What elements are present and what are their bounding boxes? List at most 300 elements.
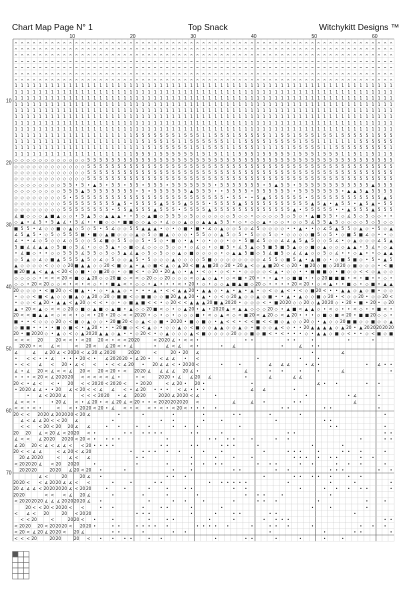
stitch-symbol: • [51,387,53,392]
stitch-symbol: ◇ [275,288,279,293]
stitch-symbol: < [93,362,97,367]
stitch-symbol: 20 [62,523,68,528]
stitch-symbol: 1 [33,120,36,125]
stitch-symbol: ⌢ [214,71,217,76]
stitch-symbol: < [75,325,79,330]
stitch-symbol: ▲ [141,226,145,231]
stitch-symbol: 1 [208,133,211,138]
stitch-symbol: 5 [214,207,217,212]
stitch-symbol: ◇ [359,238,363,243]
stitch-symbol: ▲ [214,325,218,330]
stitch-symbol: 5 [87,189,90,194]
stitch-symbol: ⌢ [214,52,217,57]
stitch-symbol: 1 [390,145,393,150]
stitch-symbol: ⌢ [329,52,332,57]
stitch-symbol: 5 [214,195,217,200]
stitch-symbol: 1 [154,127,157,132]
stitch-symbol: ▲ [63,300,67,305]
stitch-symbol: 1 [378,127,381,132]
stitch-symbol: 1 [275,127,278,132]
stitch-symbol: 5 [99,182,102,187]
stitch-symbol: 5 [257,226,260,231]
stitch-symbol: ■ [93,232,97,237]
stitch-symbol: ⌢ [148,46,151,51]
stitch-symbol: • [287,282,289,287]
stitch-symbol: ∡ [44,499,48,504]
stitch-symbol: < [383,263,387,268]
stitch-symbol: ⌢ [311,58,314,63]
stitch-symbol: ▲ [250,288,254,293]
stitch-symbol: 5 [299,189,302,194]
stitch-symbol: ⌢ [263,46,266,51]
stitch-symbol: • [348,306,350,311]
stitch-symbol: 5 [190,207,193,212]
stitch-symbol: • [257,443,259,448]
stitch-symbol: 20 [171,399,177,404]
stitch-symbol: ∡ [280,238,284,243]
stitch-symbol: 5 [269,189,272,194]
stitch-symbol: 1 [178,96,181,101]
stitch-symbol: ▲ [238,282,242,287]
stitch-symbol: ▲ [129,207,133,212]
stitch-symbol: < [45,288,49,293]
stitch-symbol: < [93,300,97,305]
stitch-symbol: ◇ [256,251,260,256]
stitch-symbol: 5 [305,176,308,181]
stitch-symbol: ⌢ [21,46,24,51]
stitch-symbol: ◇ [196,251,200,256]
stitch-symbol: 20 [98,368,104,373]
stitch-symbol: • [112,536,114,541]
stitch-symbol: 5 [118,207,121,212]
stitch-symbol: 1 [384,114,387,119]
stitch-symbol: 1 [269,89,272,94]
stitch-symbol: 5 [251,145,254,150]
stitch-symbol: ■ [353,319,357,324]
stitch-symbol: ◇ [14,164,18,169]
stitch-symbol: ⌢ [275,52,278,57]
stitch-symbol: 5 [142,164,145,169]
stitch-symbol: • [287,517,289,522]
stitch-symbol: 1 [372,127,375,132]
stitch-symbol: • [293,226,295,231]
stitch-symbol: • [233,412,235,417]
stitch-symbol: • [360,331,362,336]
stitch-symbol: 5 [81,201,84,206]
stitch-symbol: 5 [160,207,163,212]
stitch-symbol: ◇ [341,244,345,249]
stitch-symbol: ◇ [33,213,37,218]
stitch-symbol: ◇ [329,313,333,318]
stitch-symbol: 1 [305,114,308,119]
stitch-symbol: 5 [75,207,78,212]
stitch-symbol: 1 [178,120,181,125]
stitch-symbol: ▲ [87,263,91,268]
stitch-symbol: 1 [335,108,338,113]
stitch-symbol: 1 [118,83,121,88]
stitch-symbol: < [123,387,127,392]
stitch-symbol: ◇ [172,331,176,336]
stitch-symbol: • [15,362,17,367]
stitch-symbol: ◇ [317,244,321,249]
stitch-symbol: < [32,505,36,510]
stitch-symbol: 1 [299,102,302,107]
stitch-symbol: ⌢ [226,65,229,70]
stitch-symbol: 1 [202,89,205,94]
stitch-symbol: ⌢ [226,77,229,82]
stitch-symbol: • [142,412,144,417]
stitch-symbol: 5 [63,207,66,212]
stitch-symbol: 5 [305,189,308,194]
stitch-symbol: 5 [111,195,114,200]
stitch-symbol: 5 [93,195,96,200]
stitch-symbol: 1 [136,102,139,107]
stitch-symbol: ∡ [69,486,73,491]
stitch-symbol: • [390,437,392,442]
stitch-symbol: ◇ [287,325,291,330]
stitch-symbol: 5 [148,195,151,200]
stitch-symbol: < [268,319,272,324]
stitch-symbol: • [299,313,301,318]
stitch-symbol: • [148,282,150,287]
stitch-symbol: ⌢ [251,65,254,70]
stitch-symbol: 5 [287,207,290,212]
stitch-symbol: 20 [213,263,219,268]
stitch-symbol: ∡ [268,362,272,367]
stitch-symbol: ■ [50,288,54,293]
stitch-symbol: 1 [196,114,199,119]
stitch-symbol: ◇ [305,232,309,237]
stitch-symbol: ⌢ [81,77,84,82]
stitch-symbol: < [93,406,97,411]
stitch-symbol: ■ [317,213,321,218]
chart-map [6,33,398,543]
stitch-symbol: 1 [226,102,229,107]
stitch-symbol: 20 [140,356,146,361]
stitch-symbol: • [335,455,337,460]
stitch-symbol: • [323,530,325,535]
stitch-symbol: ⌢ [21,65,24,70]
stitch-symbol: 5 [335,170,338,175]
stitch-symbol: 1 [372,89,375,94]
stitch-symbol: ◇ [226,257,230,262]
stitch-symbol: ∡ [196,393,200,398]
stitch-symbol: 1 [172,120,175,125]
stitch-symbol: < [111,362,115,367]
stitch-symbol: 1 [299,108,302,113]
stitch-symbol: ◇ [33,201,37,206]
stitch-symbol: • [106,362,108,367]
stitch-symbol: ∡ [38,257,42,262]
stitch-symbol: ▲ [299,294,303,299]
stitch-symbol: • [202,406,204,411]
stitch-symbol: 5 [293,195,296,200]
stitch-symbol: • [281,282,283,287]
stitch-symbol: < [75,511,79,516]
stitch-symbol: 20 [68,424,74,429]
stitch-symbol: 5 [323,133,326,138]
stitch-symbol: • [21,306,23,311]
stitch-symbol: ▲ [226,306,230,311]
stitch-symbol: 5 [269,164,272,169]
stitch-symbol: 20 [110,313,116,318]
stitch-symbol: ◇ [383,288,387,293]
stitch-symbol: • [293,337,295,342]
stitch-symbol: 20 [44,412,50,417]
stitch-symbol: ◇ [148,269,152,274]
stitch-symbol: ▲ [208,207,212,212]
stitch-symbol: • [184,244,186,249]
stitch-symbol: ⌢ [323,46,326,51]
stitch-symbol: 1 [232,145,235,150]
stitch-symbol: • [112,437,114,442]
stitch-symbol: ◇ [33,257,37,262]
stitch-symbol: 1 [263,89,266,94]
stitch-symbol: 1 [208,89,211,94]
stitch-symbol: 5 [124,170,127,175]
stitch-symbol: ◇ [311,319,315,324]
stitch-symbol: 20 [346,313,352,318]
stitch-symbol: ■ [99,306,103,311]
stitch-symbol: < [166,288,170,293]
stitch-symbol: ⌢ [27,71,30,76]
stitch-symbol: ▲ [377,269,381,274]
stitch-symbol: • [390,517,392,522]
stitch-symbol: • [87,182,89,187]
stitch-symbol: • [160,282,162,287]
stitch-symbol: ◇ [250,269,254,274]
stitch-symbol: 1 [105,133,108,138]
stitch-symbol: ⌢ [384,71,387,76]
stitch-symbol: 5 [299,158,302,163]
stitch-symbol: < [87,437,91,442]
stitch-symbol: < [87,381,91,386]
stitch-symbol: 5 [257,189,260,194]
stitch-symbol: 1 [190,102,193,107]
stitch-symbol: ◇ [390,220,394,225]
stitch-grid [6,33,398,543]
stitch-symbol: • [305,313,307,318]
stitch-symbol: ▲ [287,313,291,318]
stitch-symbol: • [372,226,374,231]
stitch-symbol: 20 [171,300,177,305]
stitch-symbol: 5 [353,151,356,156]
stitch-symbol: 1 [160,96,163,101]
stitch-symbol: • [305,393,307,398]
stitch-symbol: ◇ [69,158,73,163]
stitch-symbol: • [366,300,368,305]
stitch-symbol: 5 [263,238,266,243]
stitch-symbol: ◇ [117,226,121,231]
stitch-symbol: 5 [111,182,114,187]
stitch-symbol: ⌢ [154,46,157,51]
stitch-symbol: < [69,319,73,324]
stitch-symbol: 5 [232,164,235,169]
stitch-symbol: ▲ [329,325,333,330]
stitch-symbol: • [366,294,368,299]
stitch-symbol: 1 [51,114,54,119]
stitch-symbol: ∡ [87,474,91,479]
stitch-symbol: 1 [329,83,332,88]
stitch-symbol: 1 [45,108,48,113]
stitch-symbol: 1 [232,102,235,107]
stitch-symbol: • [360,437,362,442]
stitch-symbol: • [269,275,271,280]
stitch-symbol: 1 [190,83,193,88]
stitch-symbol: 1 [347,102,350,107]
stitch-symbol: 1 [329,120,332,125]
stitch-symbol: ▲ [81,263,85,268]
stitch-symbol: 5 [172,145,175,150]
stitch-symbol: 5 [299,151,302,156]
page-locator-cell [13,552,19,558]
stitch-symbol: ⌢ [57,58,60,63]
stitch-symbol: 1 [111,127,114,132]
stitch-symbol: 1 [166,96,169,101]
stitch-symbol: • [214,189,216,194]
stitch-symbol: 20 [388,325,394,330]
stitch-symbol: ◇ [45,189,49,194]
stitch-symbol: 1 [372,114,375,119]
stitch-symbol: • [106,486,108,491]
stitch-symbol: 1 [154,151,157,156]
stitch-symbol: ⌢ [69,46,72,51]
stitch-symbol: • [384,449,386,454]
stitch-symbol: ◇ [365,282,369,287]
stitch-symbol: ◇ [141,275,145,280]
stitch-symbol: ⌢ [335,71,338,76]
stitch-symbol: 5 [93,226,96,231]
stitch-symbol: ∡ [105,344,109,349]
stitch-symbol: • [196,430,198,435]
stitch-symbol: 5 [214,158,217,163]
stitch-symbol: 5 [190,213,193,218]
stitch-symbol: 20 [19,461,25,466]
stitch-symbol: ∡ [196,350,200,355]
stitch-symbol: ⌢ [99,65,102,70]
stitch-symbol: ∡ [190,368,194,373]
stitch-symbol: ⌢ [366,58,369,63]
stitch-symbol: ⌢ [51,65,54,70]
stitch-symbol: ⌢ [21,71,24,76]
stitch-symbol: 5 [390,189,393,194]
stitch-symbol: ⌢ [105,52,108,57]
stitch-symbol: • [124,430,126,435]
stitch-symbol: 5 [305,133,308,138]
stitch-symbol: 5 [142,176,145,181]
stitch-symbol: ⌢ [124,40,127,45]
stitch-symbol: ⌢ [366,40,369,45]
stitch-symbol: 1 [27,139,30,144]
stitch-symbol: 5 [148,182,151,187]
stitch-symbol: ◇ [154,319,158,324]
stitch-symbol: ◇ [63,288,67,293]
stitch-symbol: 1 [39,108,42,113]
stitch-symbol: < [190,337,194,342]
stitch-symbol: ■ [310,232,314,237]
stitch-symbol: 1 [124,83,127,88]
stitch-symbol: ⌢ [372,71,375,76]
stitch-symbol: • [93,437,95,442]
stitch-symbol: 20 [183,362,189,367]
stitch-symbol: 1 [329,127,332,132]
stitch-symbol: ⌢ [275,46,278,51]
stitch-symbol: • [275,282,277,287]
stitch-symbol: ⌢ [124,46,127,51]
stitch-symbol: 20 [62,437,68,442]
stitch-symbol: 5 [251,170,254,175]
stitch-symbol: 20 [159,399,165,404]
stitch-symbol: ◇ [33,207,37,212]
stitch-symbol: 5 [275,207,278,212]
stitch-symbol: ■ [123,325,127,330]
stitch-symbol: ⌢ [251,58,254,63]
stitch-symbol: • [257,275,259,280]
stitch-symbol: ⌢ [293,65,296,70]
stitch-symbol: < [63,430,67,435]
stitch-symbol: 1 [87,127,90,132]
stitch-symbol: ▲ [135,300,139,305]
stitch-symbol: ⌢ [372,46,375,51]
stitch-symbol: • [184,356,186,361]
stitch-symbol: 20 [62,499,68,504]
stitch-symbol: 20 [80,474,86,479]
stitch-symbol: • [112,505,114,510]
stitch-symbol: 5 [166,207,169,212]
stitch-symbol: 1 [257,83,260,88]
stitch-symbol: 1 [63,83,66,88]
stitch-symbol: 1 [269,127,272,132]
stitch-symbol: 1 [178,89,181,94]
stitch-symbol: 20 [110,368,116,373]
stitch-symbol: ▲ [117,282,121,287]
stitch-symbol: • [118,393,120,398]
stitch-symbol: 1 [366,102,369,107]
stitch-symbol: 20 [80,368,86,373]
stitch-symbol: ∡ [298,375,302,380]
stitch-symbol: • [317,449,319,454]
stitch-symbol: ■ [274,251,278,256]
stitch-symbol: ■ [292,306,296,311]
stitch-symbol: ∡ [335,238,339,243]
stitch-symbol: 5 [317,201,320,206]
stitch-symbol: ■ [365,275,369,280]
stitch-symbol: • [263,399,265,404]
stitch-symbol: ⌢ [105,65,108,70]
stitch-symbol: 1 [63,96,66,101]
stitch-symbol: 5 [384,182,387,187]
stitch-symbol: 1 [263,120,266,125]
stitch-symbol: 1 [39,133,42,138]
stitch-symbol: ⌢ [178,52,181,57]
stitch-symbol: ⌢ [69,52,72,57]
stitch-symbol: 20 [56,424,62,429]
stitch-symbol: 1 [245,89,248,94]
stitch-symbol: • [257,499,259,504]
stitch-symbol: 1 [257,96,260,101]
stitch-symbol: 20 [183,350,189,355]
stitch-symbol: • [245,288,247,293]
stitch-symbol: ■ [268,263,272,268]
stitch-symbol: ■ [323,269,327,274]
stitch-symbol: 5 [87,176,90,181]
stitch-symbol: ◇ [63,331,67,336]
stitch-symbol: ⌢ [63,71,66,76]
stitch-symbol: 20 [146,306,152,311]
stitch-symbol: 5 [190,151,193,156]
stitch-symbol: • [148,399,150,404]
stitch-symbol: 20 [19,269,25,274]
